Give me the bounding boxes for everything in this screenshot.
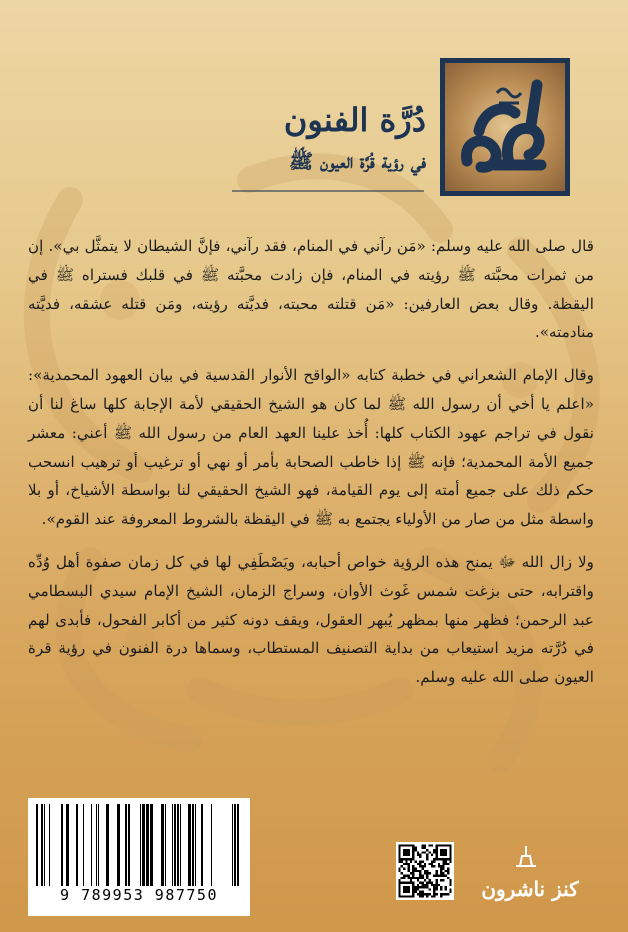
back-cover-text	[28, 232, 594, 706]
barcode-bars	[34, 804, 244, 886]
paragraph-3: ولا زال الله ﷻ يمنح هذه الرؤية خواص أحبابه، ويَصْطَفِي لها في كل زمان صفوة أهل وُدِّه واقترابه، حتى بزغت شمس غَوث الأوان، وسراج الزمان، الشيخ الإمام سيدي البسطامي عبد الرحمن؛ فظهر منها بمظهر يُبهر العقول، ويقف دونه كثير من أكابر الفحول، فأبدى لهم في دُرَّته مزيد استيعاب من بداية التصنيف المستطاب، وسماها درة الفنون في رؤية قرة العيون صلى الله عليه وسلم.	[28, 552, 594, 687]
calligraphy-emblem-icon	[445, 63, 565, 191]
title-underline	[232, 190, 424, 192]
qr-code	[396, 842, 454, 900]
publisher-emblem-icon	[466, 840, 594, 910]
book-subtitle: في رؤية قُرَّة العيون ﷺ	[289, 149, 426, 173]
publisher-name: كنز ناشرون	[481, 877, 579, 901]
isbn-barcode	[28, 798, 250, 916]
paragraph-1: قال صلى الله عليه وسلم: «مَن رآني في المنام، فقد رآني، فإنَّ الشيطان لا يتمثَّل بي». إن من ثمرات محبَّته ﷺ رؤيته في المنام، فإن زادت محبَّته ﷺ في قلبك فستراه ﷺ في اليقظة. وقال بعض العارفين: «مَن قتلته محبته، فديَّته رؤيته، ومَن قتله عشقه، فديَّته منادمته».	[28, 237, 594, 342]
paragraph-2: وقال الإمام الشعراني في خطبة كتابه «الواقح الأنوار القدسية في بيان العهود المحمدية»: «اعلم يا أخي أن رسول الله ﷺ لما كان هو الشيخ الحقيقي لأمة الإجابة كلها ساغ لنا أن نقول في تراجم عهود الكتاب كلها: أُخذ علينا العهد العام من رسول الله ﷺ أعني: معشر جميع الأمة المحمدية؛ فإنه ﷺ إذا خاطب الصحابة بأمر أو نهي أو ترغيب أو ترهيب انسحب حكم ذلك على جميع أمته إلى يوم القيامة، فهو الشيخ الحقيقي لنا بواسطة الأشياخ، أو بلا واسطة مثل من صار من الأولياء يجتمع به ﷺ في اليقظة بالشروط المعروفة عند القوم».	[28, 366, 594, 529]
book-title: دُرَّة الفنون	[283, 101, 426, 139]
isbn-number: 9 789953 987750	[60, 886, 218, 904]
publisher-logo	[466, 840, 594, 910]
qr-code-icon	[396, 842, 454, 900]
muhammad-calligraphy-logo	[440, 58, 570, 196]
